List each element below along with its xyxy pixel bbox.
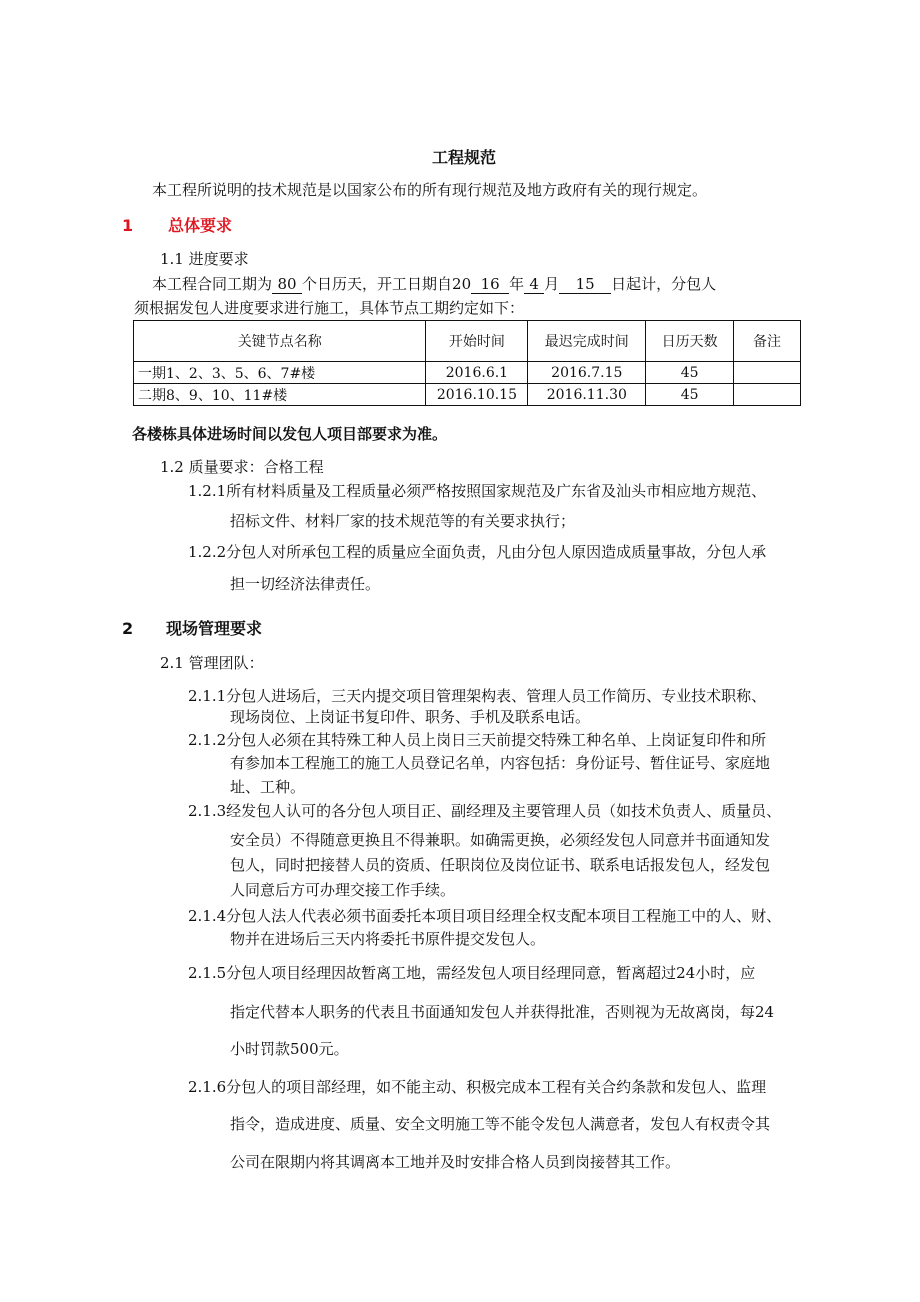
- clause-2-1-2-line-3: 址、工种。: [230, 778, 306, 796]
- section-1-number: 1: [122, 216, 134, 235]
- section-2-number: 2: [122, 619, 134, 638]
- clause-2-1-6-line-3: 公司在限期内将其调离本工地并及时安排合格人员到岗接替其工作。: [230, 1153, 681, 1171]
- page-title: 工程规范: [432, 148, 497, 167]
- clause-2-1-5-line-2: 指定代替本人职务的代表且书面通知发包人并获得批准，否则视为无故离岗，每24: [230, 1003, 775, 1021]
- clause-2-1-5-line-3: 小时罚款500元。: [230, 1040, 349, 1058]
- contract-days: 80: [272, 275, 302, 294]
- clause-2-1-4-line-1: 2.1.4分包人法人代表必须书面委托本项目项目经理全权支配本项目工程施工中的人、财、: [188, 907, 782, 925]
- table-header-cell: 开始时间: [426, 321, 528, 362]
- clause-1-2-1-line-1: 1.2.1所有材料质量及工程质量必须严格按照国家规范及广东省及汕头市相应地方规范、: [188, 482, 767, 500]
- table-cell: 2016.6.1: [426, 362, 528, 384]
- clause-2-1-3-line-1: 2.1.3经发包人认可的各分包人项目正、副经理及主要管理人员（如技术负责人、质量员、: [188, 802, 782, 820]
- subsection-1-2-title: 1.2 质量要求：合格工程: [160, 458, 324, 476]
- table-cell: 45: [646, 362, 734, 384]
- clause-2-1-3-line-3: 包人，同时把接替人员的资质、任职岗位及岗位证书、联系电话报发包人，经发包: [230, 856, 771, 874]
- clause-2-1-5-line-1: 2.1.5分包人项目经理因故暂离工地，需经发包人项目经理同意，暂离超过24小时，应: [188, 964, 756, 982]
- clause-1-2-1-line-2: 招标文件、材料厂家的技术规范等的有关要求执行；: [230, 512, 576, 530]
- contract-text-3: 20: [452, 275, 472, 293]
- clause-2-1-2-line-1: 2.1.2分包人必须在其特殊工种人员上岗日三天前提交特殊工种名单、上岗证复印件和所: [188, 731, 767, 749]
- clause-1-2-2-line-1: 1.2.2分包人对所承包工程的质量应全面负责，凡由分包人原因造成质量事故，分包人承: [188, 543, 767, 561]
- table-row: [134, 362, 801, 384]
- table-cell: 二期8、9、10、11#楼: [134, 384, 426, 406]
- table-cell: 一期1、2、3、5、6、7#楼: [134, 362, 426, 384]
- clause-2-1-1-line-1: 2.1.1分包人进场后，三天内提交项目管理架构表、管理人员工作简历、专业技术职称、: [188, 687, 767, 705]
- clause-2-1-4-line-2: 物并在进场后三天内将委托书原件提交发包人。: [230, 930, 546, 948]
- schedule-table: [133, 320, 801, 406]
- table-header-cell: 备注: [734, 321, 801, 362]
- schedule-note: 各楼栋具体进场时间以发包人项目部要求为准。: [132, 425, 448, 443]
- contract-day: 15: [559, 275, 611, 294]
- clause-1-2-2-line-2: 担一切经济法律责任。: [230, 575, 381, 593]
- contract-month: 4: [524, 275, 544, 294]
- table-cell: 2016.10.15: [426, 384, 528, 406]
- clause-2-1-3-line-4: 人同意后方可办理交接工作手续。: [230, 881, 456, 899]
- table-header-cell: 日历天数: [646, 321, 734, 362]
- table-header-cell: 最迟完成时间: [528, 321, 646, 362]
- clause-2-1-1-line-2: 现场岗位、上岗证书复印件、职务、手机及联系电话。: [230, 708, 591, 726]
- table-header-row: [134, 321, 801, 362]
- table-cell: [734, 362, 801, 384]
- contract-text-4: 年: [509, 275, 525, 293]
- table-header-cell: 关键节点名称: [134, 321, 426, 362]
- clause-2-1-2-line-2: 有参加本工程施工的施工人员登记名单，内容包括：身份证号、暂住证号、家庭地: [230, 754, 771, 772]
- table-cell: [734, 384, 801, 406]
- table-cell: 2016.11.30: [528, 384, 646, 406]
- contract-year: 16: [471, 275, 509, 294]
- table-row: [134, 384, 801, 406]
- clause-2-1-6-line-2: 指令，造成进度、质量、安全文明施工等不能令发包人满意者，发包人有权责令其: [230, 1115, 771, 1133]
- section-2-title: 现场管理要求: [166, 619, 263, 638]
- contract-line-1: [152, 274, 716, 294]
- clause-2-1-3-line-2: 安全员）不得随意更换且不得兼职。如确需更换，必须经发包人同意并书面通知发: [230, 831, 771, 849]
- subsection-1-1-title: 1.1 进度要求: [160, 250, 249, 268]
- contract-text-5: 月: [544, 275, 560, 293]
- table-cell: 2016.7.15: [528, 362, 646, 384]
- contract-text-6: 日起计，分包人: [611, 275, 717, 293]
- intro-text: 本工程所说明的技术规范是以国家公布的所有现行规范及地方政府有关的现行规定。: [152, 181, 708, 199]
- contract-text-1: 本工程合同工期为: [152, 275, 273, 293]
- contract-line-2: 须根据发包人进度要求进行施工，具体节点工期约定如下：: [134, 299, 525, 317]
- subsection-2-1-title: 2.1 管理团队：: [160, 654, 264, 672]
- section-1-title: 总体要求: [168, 216, 233, 235]
- table-cell: 45: [646, 384, 734, 406]
- clause-2-1-6-line-1: 2.1.6分包人的项目部经理，如不能主动、积极完成本工程有关合约条款和发包人、监理: [188, 1078, 767, 1096]
- contract-text-2: 个日历天，开工日期自: [302, 275, 453, 293]
